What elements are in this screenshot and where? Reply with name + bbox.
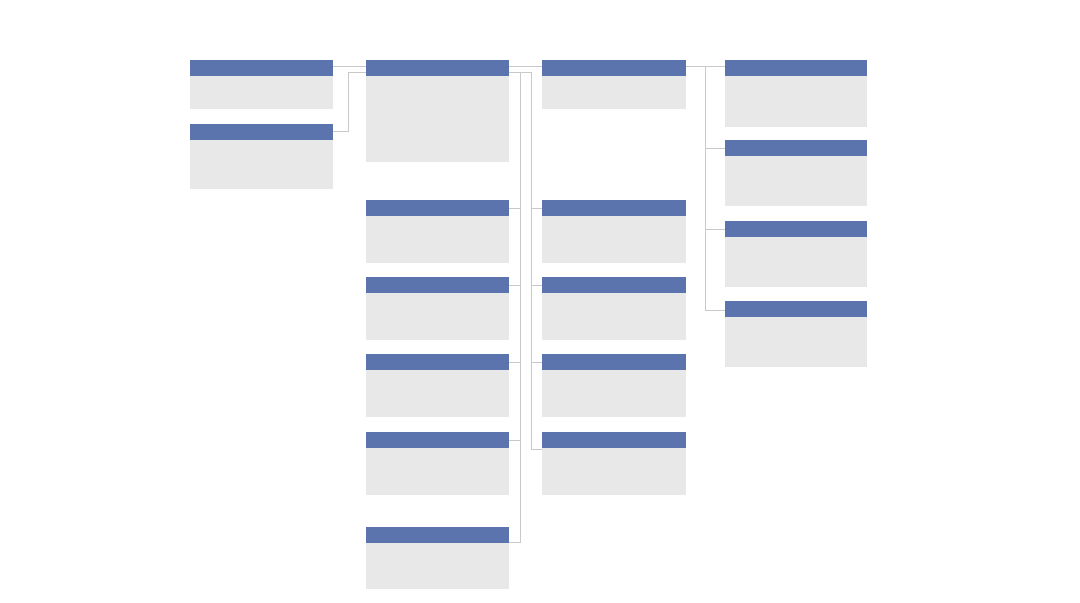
box-header bbox=[542, 432, 686, 448]
connector-det bbox=[531, 362, 542, 363]
box-header bbox=[542, 354, 686, 370]
box-header bbox=[725, 301, 867, 317]
connector-sportstech bbox=[509, 440, 521, 441]
connector-inst-trunk bbox=[531, 72, 532, 449]
box-header bbox=[725, 60, 867, 76]
box-header bbox=[190, 60, 333, 76]
box-kki bbox=[542, 432, 686, 495]
box-grur bbox=[725, 140, 867, 206]
box-body bbox=[542, 448, 686, 457]
connector-centrum-trunk bbox=[520, 72, 521, 543]
box-body bbox=[725, 156, 867, 165]
connector-ar bbox=[705, 229, 725, 230]
box-header bbox=[542, 60, 686, 76]
box-body bbox=[366, 216, 509, 225]
box-body bbox=[542, 370, 686, 379]
box-fur bbox=[725, 60, 867, 127]
box-fodi bbox=[366, 527, 509, 589]
box-body bbox=[542, 216, 686, 225]
box-fakultetens-beslutsmote bbox=[190, 124, 333, 189]
box-body bbox=[725, 237, 867, 246]
connector-demicom bbox=[509, 208, 521, 209]
box-header bbox=[366, 432, 509, 448]
box-det bbox=[542, 354, 686, 417]
connector-ndh bbox=[531, 285, 542, 286]
connector-fscn bbox=[509, 285, 521, 286]
box-demicom bbox=[366, 200, 509, 263]
box-imd bbox=[542, 200, 686, 263]
connector-beslut-bottom bbox=[333, 131, 349, 132]
connector-kki bbox=[531, 449, 542, 450]
box-fakultetskansli bbox=[190, 60, 333, 109]
box-ar bbox=[725, 221, 867, 287]
connector-rad-trunk bbox=[705, 66, 706, 311]
box-body bbox=[542, 76, 686, 85]
box-body bbox=[725, 76, 867, 85]
connector-amneskollegier bbox=[705, 310, 725, 311]
connector-fodi bbox=[509, 542, 521, 543]
box-header bbox=[542, 200, 686, 216]
box-body bbox=[366, 293, 509, 302]
connector-dekan-namnd bbox=[509, 66, 542, 67]
box-fakultetsnamnd bbox=[542, 60, 686, 109]
box-body bbox=[542, 293, 686, 302]
connector-beslut-vertical bbox=[348, 72, 349, 132]
connector-beslut-top bbox=[348, 72, 366, 73]
box-ndh bbox=[542, 277, 686, 340]
box-fscn bbox=[366, 277, 509, 340]
box-body bbox=[366, 448, 509, 457]
box-header bbox=[366, 354, 509, 370]
box-body bbox=[366, 370, 509, 379]
box-stc bbox=[366, 354, 509, 417]
connector-stc bbox=[509, 362, 521, 363]
box-header bbox=[366, 277, 509, 293]
connector-grur bbox=[705, 148, 725, 149]
connector-trunk-top bbox=[509, 72, 532, 73]
box-dekan bbox=[366, 60, 509, 162]
box-body bbox=[190, 76, 333, 85]
box-body bbox=[366, 76, 509, 85]
box-amneskollegier bbox=[725, 301, 867, 367]
connector-imd bbox=[531, 208, 542, 209]
box-sports-tech-research-centre bbox=[366, 432, 509, 495]
box-header bbox=[725, 140, 867, 156]
box-header bbox=[542, 277, 686, 293]
box-header bbox=[366, 60, 509, 76]
connector-kansli-dekan bbox=[333, 66, 366, 67]
box-header bbox=[190, 124, 333, 140]
box-body bbox=[366, 543, 509, 552]
box-body bbox=[725, 317, 867, 326]
box-header bbox=[366, 200, 509, 216]
box-header bbox=[725, 221, 867, 237]
box-header bbox=[366, 527, 509, 543]
box-body bbox=[190, 140, 333, 149]
